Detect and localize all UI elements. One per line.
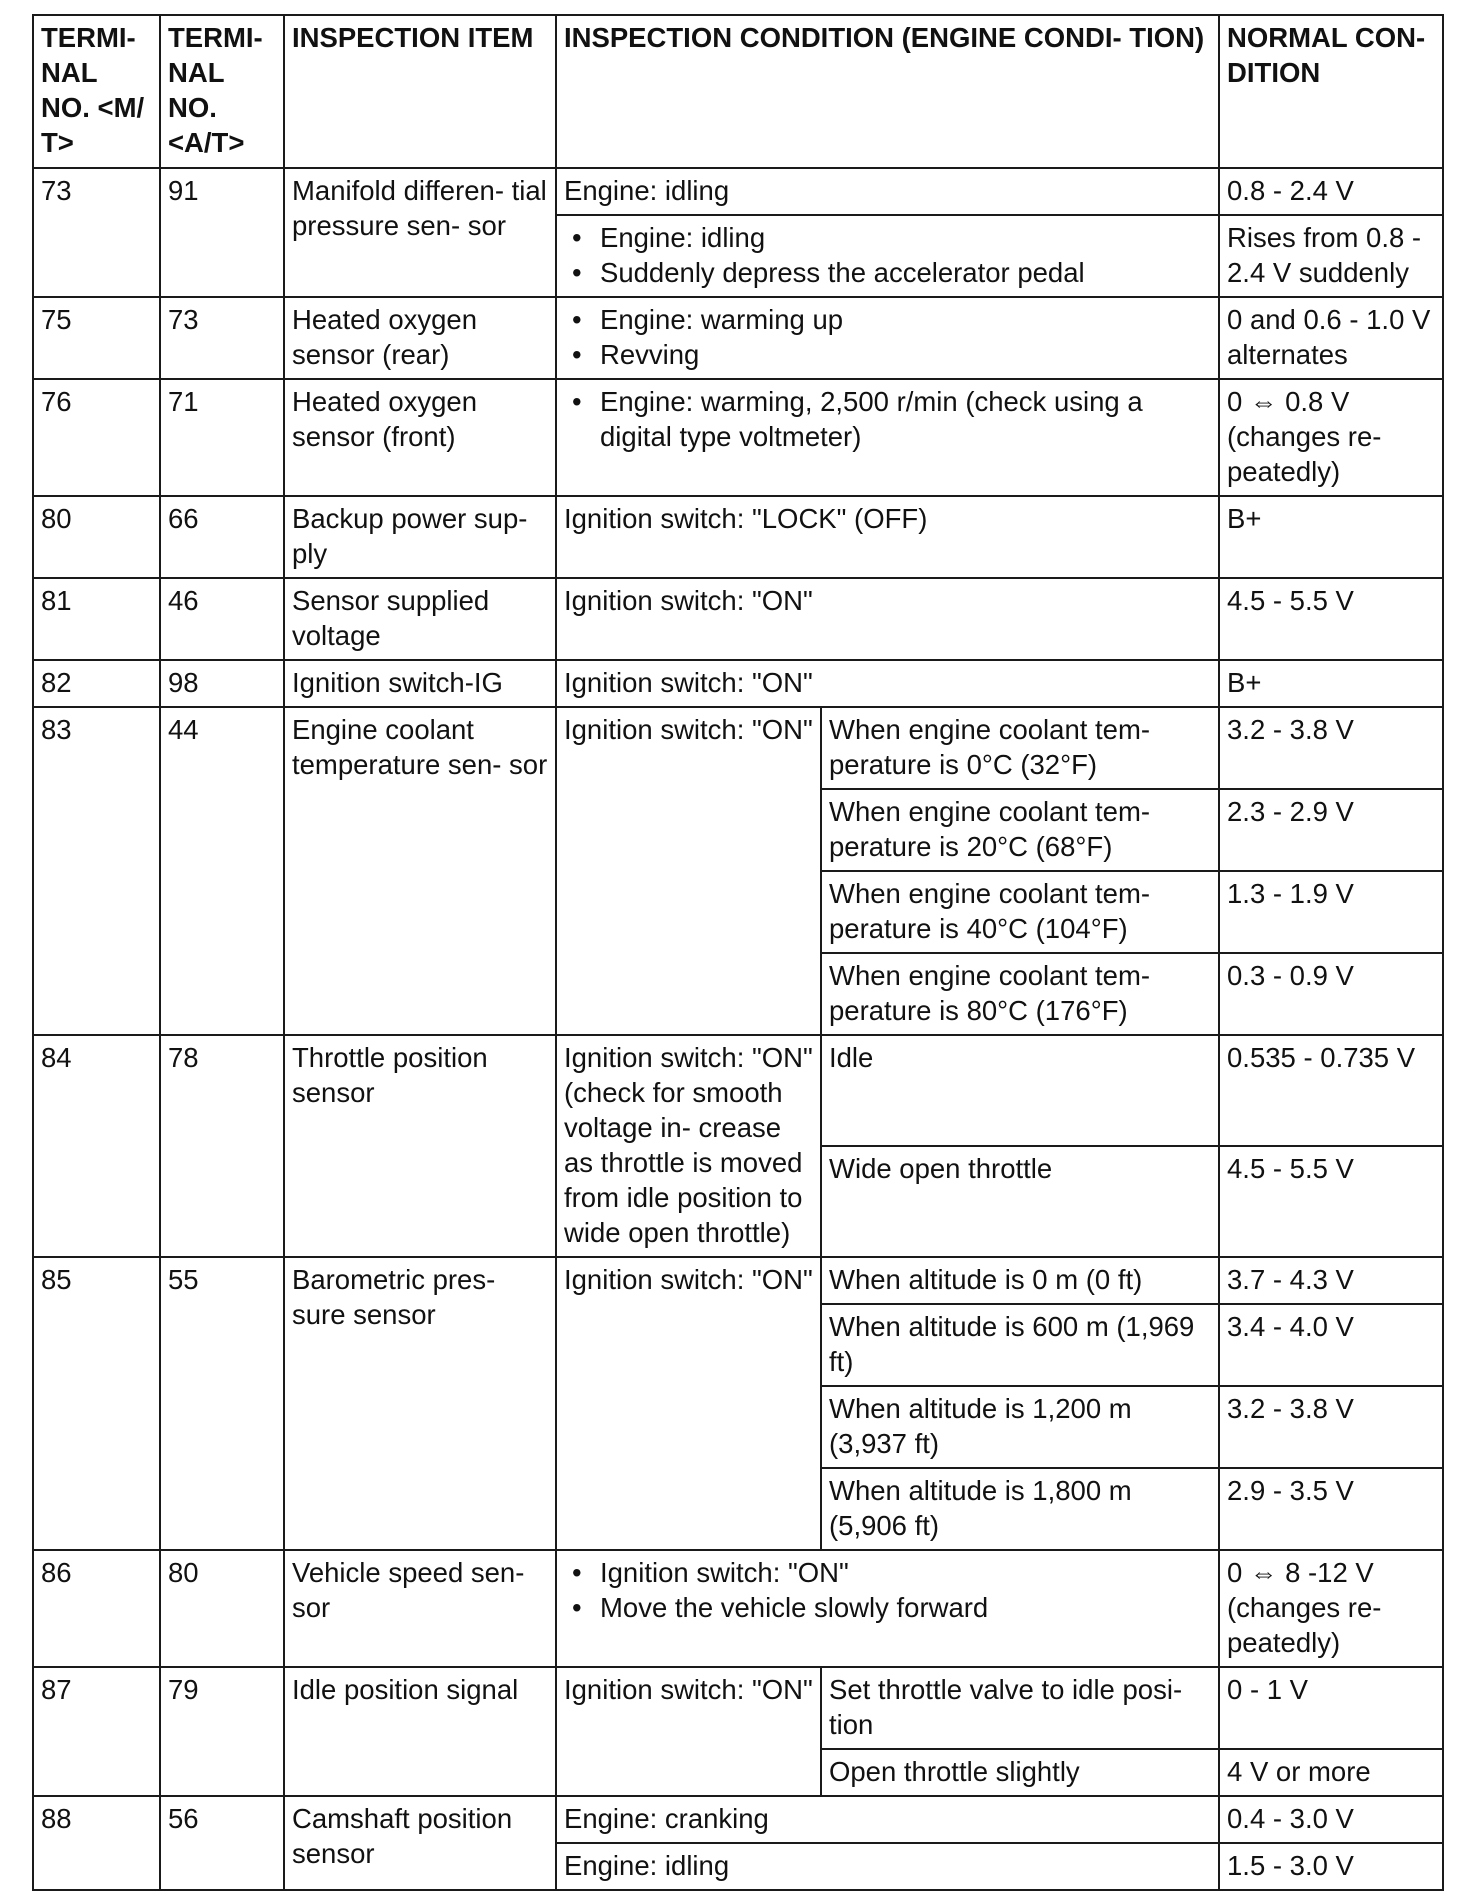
terminal-at-cell: 98 <box>160 660 284 707</box>
inspection-condition-main-cell: Ignition switch: "ON" (check for smooth voltage in- crease as throttle is moved from idle position to wide open throttle) <box>556 1035 821 1257</box>
table-row <box>33 578 1443 660</box>
normal-condition-cell: 0.4 - 3.0 V <box>1219 1796 1443 1843</box>
inspection-condition-sub-cell: When engine coolant tem- perature is 80°C (176°F) <box>821 953 1219 1035</box>
table-row <box>33 1796 1443 1843</box>
table-row <box>33 707 1443 789</box>
terminal-mt-cell: 73 <box>33 168 160 297</box>
terminal-at-cell: 71 <box>160 379 284 496</box>
inspection-condition-cell: Engine: cranking <box>556 1796 1219 1843</box>
inspection-item-cell: Manifold differen- tial pressure sen- sor <box>284 168 556 297</box>
terminal-mt-cell: 88 <box>33 1796 160 1890</box>
normal-condition-cell: 0.8 - 2.4 V <box>1219 168 1443 215</box>
header-normal-condition: NORMAL CON- DITION <box>1219 15 1443 168</box>
table-row <box>33 297 1443 379</box>
inspection-item-cell: Vehicle speed sen- sor <box>284 1550 556 1667</box>
terminal-at-cell: 80 <box>160 1550 284 1667</box>
table-row <box>33 1257 1443 1304</box>
condition-bullet-list <box>564 220 1211 290</box>
table-row <box>33 379 1443 496</box>
condition-bullet: • Engine: warming up <box>564 302 1211 337</box>
normal-condition-cell: 0 ⇔ 8 -12 V (changes re- peatedly) <box>1219 1550 1443 1667</box>
terminal-mt-cell: 87 <box>33 1667 160 1796</box>
inspection-condition-cell <box>556 297 1219 379</box>
inspection-condition-sub-cell: When engine coolant tem- perature is 0°C (32°F) <box>821 707 1219 789</box>
inspection-item-cell: Barometric pres- sure sensor <box>284 1257 556 1550</box>
condition-bullet: • Revving <box>564 337 1211 372</box>
terminal-mt-cell: 76 <box>33 379 160 496</box>
inspection-item-cell: Heated oxygen sensor (front) <box>284 379 556 496</box>
inspection-item-cell: Heated oxygen sensor (rear) <box>284 297 556 379</box>
inspection-condition-sub-cell: Open throttle slightly <box>821 1749 1219 1796</box>
normal-condition-cell: 1.5 - 3.0 V <box>1219 1843 1443 1890</box>
terminal-at-cell: 66 <box>160 496 284 578</box>
inspection-condition-main-cell: Ignition switch: "ON" <box>556 1667 821 1796</box>
inspection-condition-cell: Engine: idling <box>556 168 1219 215</box>
inspection-item-cell: Idle position signal <box>284 1667 556 1796</box>
inspection-condition-sub-cell: When engine coolant tem- perature is 20°C (68°F) <box>821 789 1219 871</box>
inspection-condition-sub-cell: When engine coolant tem- perature is 40°C (104°F) <box>821 871 1219 953</box>
condition-bullet: • Ignition switch: "ON" <box>564 1555 1211 1590</box>
inspection-condition-sub-cell: When altitude is 1,800 m (5,906 ft) <box>821 1468 1219 1550</box>
terminal-mt-cell: 80 <box>33 496 160 578</box>
inspection-item-cell: Camshaft position sensor <box>284 1796 556 1890</box>
table-row <box>33 496 1443 578</box>
header-inspection-item: INSPECTION ITEM <box>284 15 556 168</box>
normal-condition-cell: 3.4 - 4.0 V <box>1219 1304 1443 1386</box>
normal-condition-cell: B+ <box>1219 660 1443 707</box>
normal-condition-cell: 3.2 - 3.8 V <box>1219 707 1443 789</box>
inspection-condition-sub-cell: Wide open throttle <box>821 1146 1219 1257</box>
terminal-at-cell: 73 <box>160 297 284 379</box>
inspection-condition-sub-cell: When altitude is 1,200 m (3,937 ft) <box>821 1386 1219 1468</box>
normal-condition-cell: 2.3 - 2.9 V <box>1219 789 1443 871</box>
terminal-at-cell: 44 <box>160 707 284 1035</box>
condition-bullet: • Suddenly depress the accelerator pedal <box>564 255 1211 290</box>
terminal-mt-cell: 86 <box>33 1550 160 1667</box>
normal-condition-cell: 1.3 - 1.9 V <box>1219 871 1443 953</box>
inspection-condition-cell <box>556 1550 1219 1667</box>
inspection-condition-main-cell: Ignition switch: "ON" <box>556 707 821 1035</box>
inspection-condition-cell <box>556 215 1219 297</box>
table-body <box>33 168 1443 1890</box>
inspection-condition-sub-cell: Idle <box>821 1035 1219 1146</box>
inspection-condition-cell: Engine: idling <box>556 1843 1219 1890</box>
terminal-at-cell: 46 <box>160 578 284 660</box>
normal-condition-cell: Rises from 0.8 - 2.4 V suddenly <box>1219 215 1443 297</box>
terminal-mt-cell: 81 <box>33 578 160 660</box>
terminal-at-cell: 79 <box>160 1667 284 1796</box>
normal-condition-cell: 2.9 - 3.5 V <box>1219 1468 1443 1550</box>
normal-condition-cell: 0 ⇔ 0.8 V (changes re- peatedly) <box>1219 379 1443 496</box>
normal-condition-cell: B+ <box>1219 496 1443 578</box>
inspection-condition-sub-cell: When altitude is 600 m (1,969 ft) <box>821 1304 1219 1386</box>
table-row <box>33 1035 1443 1146</box>
inspection-item-cell: Ignition switch-IG <box>284 660 556 707</box>
condition-bullet-list <box>564 1555 1211 1625</box>
condition-bullet: • Move the vehicle slowly forward <box>564 1590 1211 1625</box>
normal-condition-cell: 0.3 - 0.9 V <box>1219 953 1443 1035</box>
inspection-item-cell: Throttle position sensor <box>284 1035 556 1257</box>
terminal-mt-cell: 83 <box>33 707 160 1035</box>
normal-condition-cell: 4 V or more <box>1219 1749 1443 1796</box>
table-row <box>33 1667 1443 1749</box>
terminal-at-cell: 55 <box>160 1257 284 1550</box>
inspection-condition-cell <box>556 379 1219 496</box>
inspection-condition-sub-cell: When altitude is 0 m (0 ft) <box>821 1257 1219 1304</box>
normal-condition-cell: 0 and 0.6 - 1.0 V alternates <box>1219 297 1443 379</box>
inspection-item-cell: Sensor supplied voltage <box>284 578 556 660</box>
normal-condition-cell: 0 - 1 V <box>1219 1667 1443 1749</box>
inspection-condition-cell: Ignition switch: "ON" <box>556 660 1219 707</box>
normal-condition-cell: 3.7 - 4.3 V <box>1219 1257 1443 1304</box>
normal-condition-cell: 3.2 - 3.8 V <box>1219 1386 1443 1468</box>
table-row <box>33 660 1443 707</box>
normal-condition-cell: 0.535 - 0.735 V <box>1219 1035 1443 1146</box>
inspection-condition-cell: Ignition switch: "LOCK" (OFF) <box>556 496 1219 578</box>
terminal-mt-cell: 85 <box>33 1257 160 1550</box>
terminal-inspection-table <box>32 14 1444 1891</box>
table-row <box>33 168 1443 215</box>
inspection-condition-sub-cell: Set throttle valve to idle posi- tion <box>821 1667 1219 1749</box>
inspection-condition-main-cell: Ignition switch: "ON" <box>556 1257 821 1550</box>
inspection-item-cell: Backup power sup- ply <box>284 496 556 578</box>
header-inspection-condition: INSPECTION CONDITION (ENGINE CONDI- TION) <box>556 15 1219 168</box>
terminal-at-cell: 56 <box>160 1796 284 1890</box>
inspection-item-cell: Engine coolant temperature sen- sor <box>284 707 556 1035</box>
table-row <box>33 1550 1443 1667</box>
header-terminal-mt: TERMI- NAL NO. <M/ T> <box>33 15 160 168</box>
condition-bullet-list <box>564 384 1211 454</box>
terminal-mt-cell: 84 <box>33 1035 160 1257</box>
condition-bullet: • Engine: idling <box>564 220 1211 255</box>
header-row <box>33 15 1443 168</box>
condition-bullet: • Engine: warming, 2,500 r/min (check using a digital type voltmeter) <box>564 384 1211 454</box>
inspection-condition-cell: Ignition switch: "ON" <box>556 578 1219 660</box>
terminal-at-cell: 91 <box>160 168 284 297</box>
header-terminal-at: TERMI- NAL NO. <A/T> <box>160 15 284 168</box>
terminal-mt-cell: 75 <box>33 297 160 379</box>
normal-condition-cell: 4.5 - 5.5 V <box>1219 1146 1443 1257</box>
terminal-mt-cell: 82 <box>33 660 160 707</box>
normal-condition-cell: 4.5 - 5.5 V <box>1219 578 1443 660</box>
condition-bullet-list <box>564 302 1211 372</box>
terminal-at-cell: 78 <box>160 1035 284 1257</box>
